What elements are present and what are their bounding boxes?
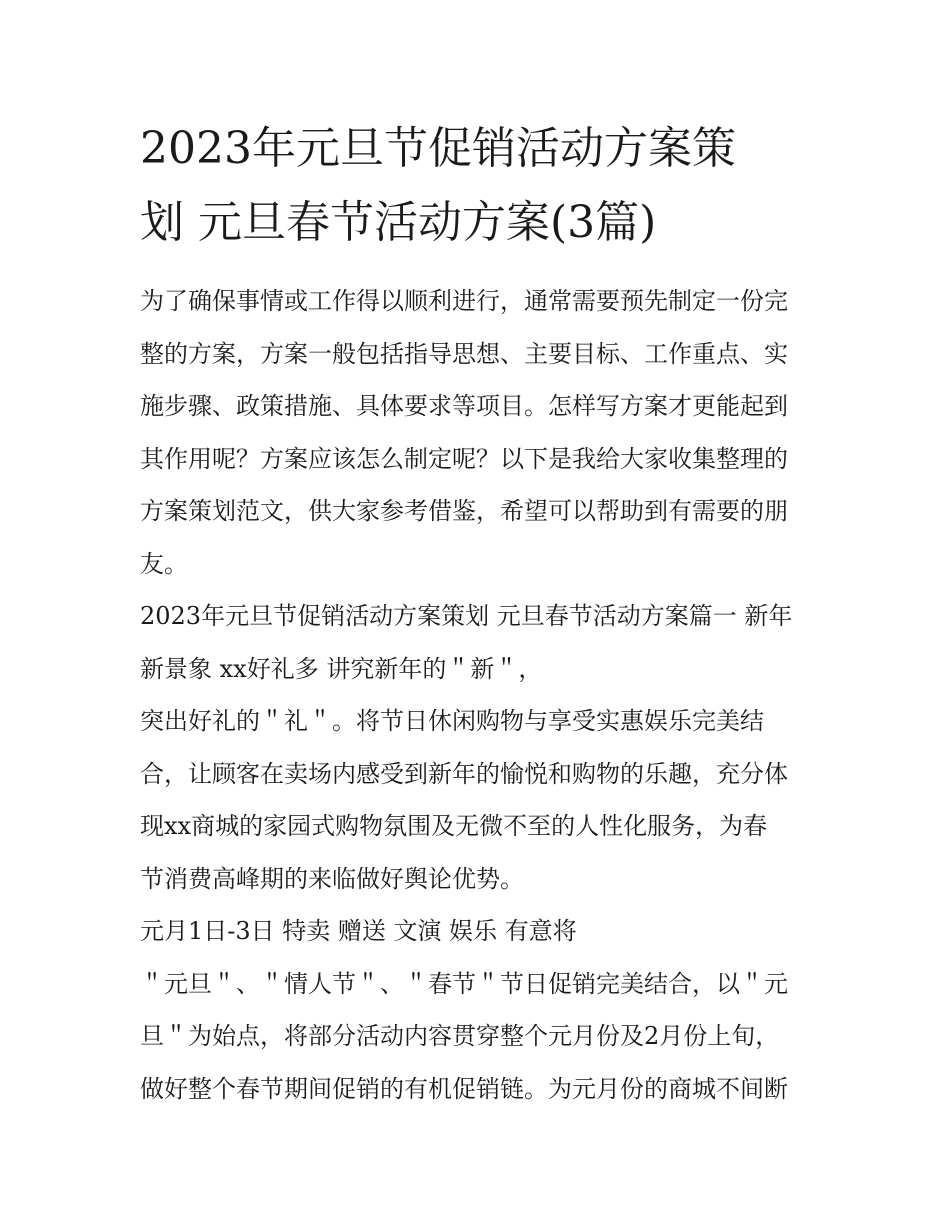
body-line: 突出好礼的＂礼＂。将节日休闲购物与享受实惠娱乐完美结 xyxy=(140,707,764,735)
document-body xyxy=(140,275,820,1115)
body-line: 旦＂为始点，将部分活动内容贯穿整个元月份及2月份上旬， xyxy=(140,1022,780,1050)
title-line: 2023年元旦节促销活动方案策 xyxy=(140,123,736,174)
body-line: 做好整个春节期间促销的有机促销链。为元月份的商城不间断 xyxy=(140,1074,788,1103)
body-line: 现xx商城的家园式购物氛围及无微不至的人性化服务，为春 xyxy=(140,812,768,840)
body-line: 友。 xyxy=(140,549,188,578)
body-line: 元月1日-3日 特卖 赠送 文演 娱乐 有意将 xyxy=(140,917,577,945)
body-line: 新景象 xx好礼多 讲究新年的＂新＂， xyxy=(140,654,543,683)
body-line: 2023年元旦节促销活动方案策划 元旦春节活动方案篇一 新年 xyxy=(140,602,793,630)
body-line: 合，让顾客在卖场内感受到新年的愉悦和购物的乐趣，充分体 xyxy=(140,759,788,788)
body-line: 施步骤、政策措施、具体要求等项目。怎样写方案才更能起到 xyxy=(140,392,788,420)
body-line: 为了确保事情或工作得以顺利进行，通常需要预先制定一份完 xyxy=(140,287,788,315)
body-line: 其作用呢？方案应该怎么制定呢？以下是我给大家收集整理的 xyxy=(140,444,788,473)
body-line: ＂元旦＂、＂情人节＂、＂春节＂节日促销完美结合，以＂元 xyxy=(140,969,788,998)
body-line: 节消费高峰期的来临做好舆论优势。 xyxy=(140,864,524,893)
body-line: 整的方案，方案一般包括指导思想、主要目标、工作重点、实 xyxy=(140,339,788,368)
document-title xyxy=(140,112,820,260)
body-line: 方案策划范文，供大家参考借鉴，希望可以帮助到有需要的朋 xyxy=(140,497,788,525)
title-line: 划 元旦春节活动方案(3篇) xyxy=(140,197,657,248)
